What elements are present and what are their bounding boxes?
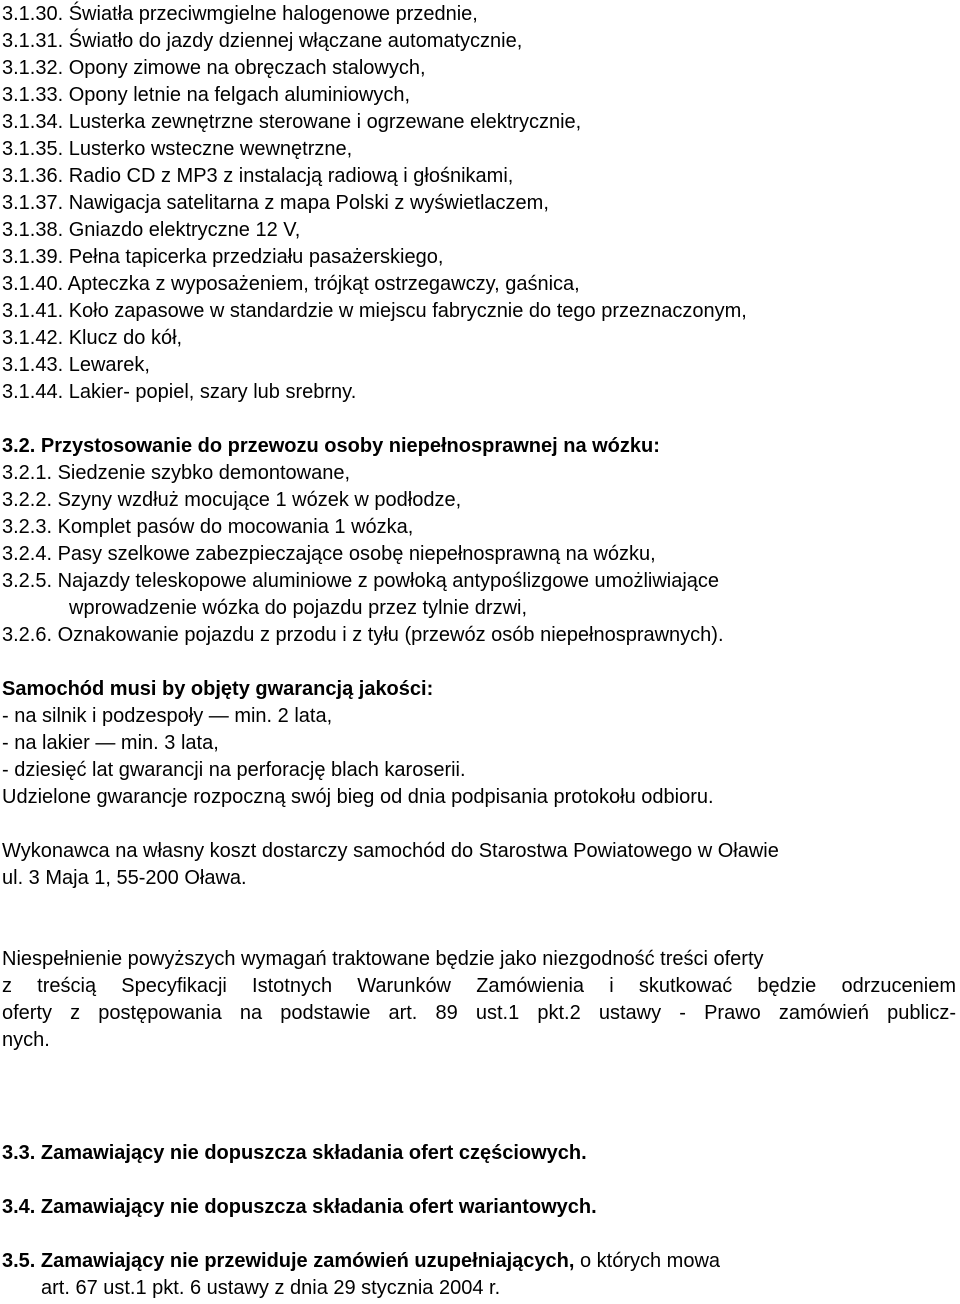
section-3-5-line <box>2 1248 720 1274</box>
list-item: 3.1.39. Pełna tapicerka przedziału pasażerskiego, <box>2 246 444 268</box>
list-item: 3.1.36. Radio CD z MP3 z instalacją radiową i głośnikami, <box>2 165 514 187</box>
list-item: 3.1.44. Lakier- popiel, szary lub srebrny. <box>2 381 357 403</box>
list-item: 3.1.38. Gniazdo elektryczne 12 V, <box>2 219 301 241</box>
list-item-continuation: wprowadzenie wózka do pojazdu przez tylnie drzwi, <box>69 597 528 619</box>
rejection-line: nych. <box>2 1029 50 1051</box>
section-heading-3-5: 3.5. Zamawiający nie przewiduje zamówień uzupełniających, <box>2 1250 575 1272</box>
list-item: 3.1.35. Lusterko wsteczne wewnętrzne, <box>2 138 353 160</box>
delivery-line: Wykonawca na własny koszt dostarczy samochód do Starostwa Powiatowego w Oławie <box>2 840 779 862</box>
warranty-line: - dziesięć lat gwarancji na perforację blach karoserii. <box>2 759 466 781</box>
list-item: 3.2.2. Szyny wzdłuż mocujące 1 wózek w podłodze, <box>2 489 462 511</box>
section-3-5-text: o których mowa <box>574 1250 721 1272</box>
delivery-line: ul. 3 Maja 1, 55-200 Oława. <box>2 867 247 889</box>
section-heading-3-3: 3.3. Zamawiający nie dopuszcza składania ofert częściowych. <box>2 1142 587 1164</box>
list-item: 3.1.32. Opony zimowe na obręczach stalowych, <box>2 57 426 79</box>
rejection-line: oferty z postępowania na podstawie art. 89 ust.1 pkt.2 ustawy - Prawo zamówień publicz- <box>2 1002 956 1024</box>
section-heading-3-2: 3.2. Przystosowanie do przewozu osoby niepełnosprawnej na wózku: <box>2 435 660 457</box>
list-item: 3.2.6. Oznakowanie pojazdu z przodu i z tyłu (przewóz osób niepełnosprawnych). <box>2 624 724 646</box>
list-item: 3.2.5. Najazdy teleskopowe aluminiowe z powłoką antypoślizgowe umożliwiające <box>2 570 720 592</box>
warranty-heading: Samochód musi by objęty gwarancją jakości: <box>2 678 434 700</box>
list-item: 3.1.40. Apteczka z wyposażeniem, trójkąt ostrzegawczy, gaśnica, <box>2 273 580 295</box>
list-item: 3.1.34. Lusterka zewnętrzne sterowane i ogrzewane elektrycznie, <box>2 111 582 133</box>
list-item: 3.2.4. Pasy szelkowe zabezpieczające osobę niepełnosprawną na wózku, <box>2 543 656 565</box>
rejection-line: Niespełnienie powyższych wymagań traktowane będzie jako niezgodność treści oferty <box>2 948 764 970</box>
list-item: 3.2.1. Siedzenie szybko demontowane, <box>2 462 350 484</box>
warranty-line: - na silnik i podzespoły — min. 2 lata, <box>2 705 333 727</box>
list-item: 3.1.33. Opony letnie na felgach aluminiowych, <box>2 84 411 106</box>
warranty-line: - na lakier — min. 3 lata, <box>2 732 219 754</box>
list-item: 3.1.42. Klucz do kół, <box>2 327 183 349</box>
rejection-line: z treścią Specyfikacji Istotnych Warunków Zamówienia i skutkować będzie odrzuceniem <box>2 975 956 997</box>
section-3-5-continuation: art. 67 ust.1 pkt. 6 ustawy z dnia 29 stycznia 2004 r. <box>41 1277 501 1299</box>
list-item: 3.1.31. Światło do jazdy dziennej włączane automatycznie, <box>2 30 523 52</box>
list-item: 3.1.37. Nawigacja satelitarna z mapa Polski z wyświetlaczem, <box>2 192 549 214</box>
list-item: 3.1.41. Koło zapasowe w standardzie w miejscu fabrycznie do tego przeznaczonym, <box>2 300 747 322</box>
list-item: 3.1.30. Światła przeciwmgielne halogenowe przednie, <box>2 3 478 25</box>
list-item: 3.2.3. Komplet pasów do mocowania 1 wózka, <box>2 516 414 538</box>
warranty-line: Udzielone gwarancje rozpoczną swój bieg od dnia podpisania protokołu odbioru. <box>2 786 714 808</box>
section-heading-3-4: 3.4. Zamawiający nie dopuszcza składania ofert wariantowych. <box>2 1196 597 1218</box>
list-item: 3.1.43. Lewarek, <box>2 354 150 376</box>
